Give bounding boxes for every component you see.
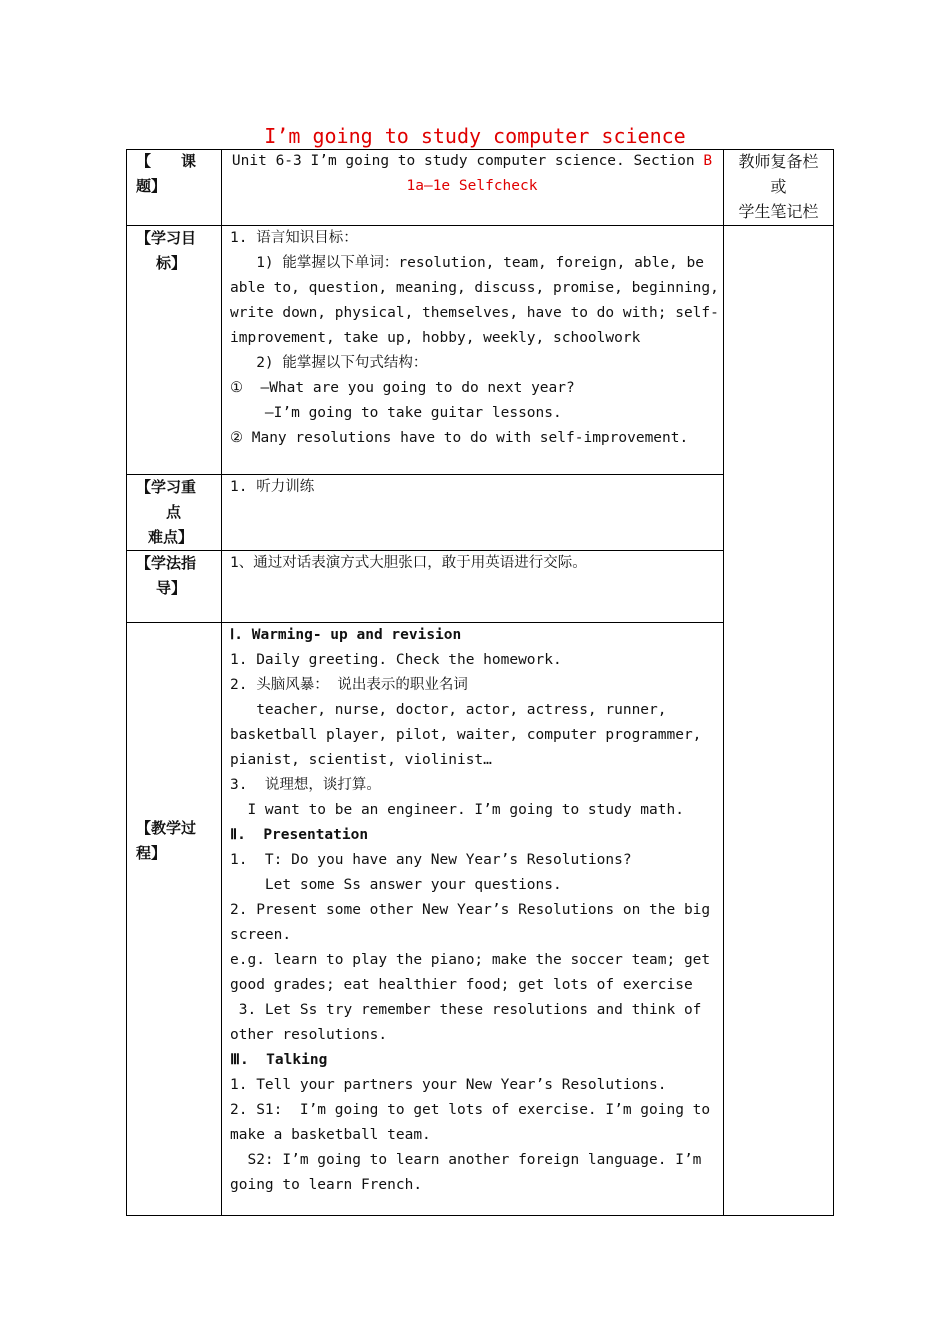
process-line: Let some Ss answer your questions. [230, 877, 562, 893]
goals-line: write down, physical, themselves, have to do with; self- [230, 305, 719, 321]
topic-text-main: Unit 6-3 I’m going to study computer science. Section [231, 153, 704, 169]
process-line: 2. 头脑风暴： 说出表示的职业名词 [230, 677, 468, 693]
notes-header-line3: 学生笔记栏 [738, 202, 819, 221]
focus-content [230, 475, 720, 500]
method-label [136, 551, 220, 601]
focus-label-line3: 难点】 [148, 528, 194, 546]
focus-text: 1. 听力训练 [230, 479, 315, 495]
goals-line: ② Many resolutions have to do with self-improvement. [230, 430, 689, 446]
column-divider-label [221, 149, 222, 1216]
process-line: e.g. learn to play the piano; make the soccer team; get [230, 952, 711, 968]
process-line: 1. Tell your partners your New Year’s Resolutions. [230, 1077, 667, 1093]
notes-header-line2: 或 [770, 177, 787, 196]
process-line: 3. Let Ss try remember these resolutions and think of [230, 1002, 702, 1018]
topic-label [136, 149, 216, 199]
goals-label-line1: 【学习目 [136, 229, 197, 247]
table-border-bottom [126, 1215, 834, 1216]
topic-text-subsection: 1a—1e Selfcheck [406, 178, 538, 194]
process-line: 1. T: Do you have any New Year’s Resolutions? [230, 852, 632, 868]
process-line: 2. Present some other New Year’s Resolutions on the big [230, 902, 711, 918]
process-heading: Ⅱ. Presentation [230, 827, 369, 843]
goals-label-line2: 标】 [156, 254, 187, 272]
process-line: 2. S1: I’m going to get lots of exercise. I’m going to [230, 1102, 711, 1118]
focus-label [136, 475, 220, 550]
focus-label-line2: 点 [166, 503, 182, 521]
notes-header-line1: 教师复备栏 [738, 152, 819, 171]
process-line: good grades; eat healthier food; get lots of exercise [230, 977, 693, 993]
goals-line: ① —What are you going to do next year? [230, 380, 575, 396]
process-content [230, 623, 720, 1198]
method-content [230, 551, 720, 576]
process-line: basketball player, pilot, waiter, computer programmer, [230, 727, 702, 743]
process-heading: Ⅲ. Talking [230, 1052, 328, 1068]
method-label-line1: 【学法指 [136, 554, 197, 572]
process-line: 1. Daily greeting. Check the homework. [230, 652, 562, 668]
column-divider-notes [723, 149, 724, 1216]
method-text: 1、通过对话表演方式大胆张口，敢于用英语进行交际。 [230, 555, 587, 571]
process-label-line1: 【教学过 [136, 819, 197, 837]
process-line: screen. [230, 927, 292, 943]
method-label-line2: 导】 [156, 579, 187, 597]
goals-label [136, 226, 220, 276]
process-line: pianist, scientist, violinist… [230, 752, 492, 768]
topic-label-line1: 【 课 [136, 152, 197, 170]
process-line: S2: I’m going to learn another foreign language. I’m [230, 1152, 702, 1168]
goals-line: able to, question, meaning, discuss, promise, beginning, [230, 280, 719, 296]
process-line: other resolutions. [230, 1027, 388, 1043]
table-border-left [126, 149, 127, 1216]
goals-line: improvement, take up, hobby, weekly, schoolwork [230, 330, 641, 346]
process-line: make a basketball team. [230, 1127, 431, 1143]
notes-column-header [724, 149, 833, 224]
goals-line: 1. 语言知识目标： [230, 230, 358, 246]
topic-label-line2: 题】 [136, 177, 167, 195]
process-line: 3. 说理想，谈打算。 [230, 777, 381, 793]
goals-line: 2) 能掌握以下句式结构： [230, 355, 428, 371]
topic-text [222, 149, 722, 199]
goals-line: —I’m going to take guitar lessons. [230, 405, 562, 421]
table-border-right [833, 149, 834, 1216]
process-line: going to learn French. [230, 1177, 423, 1193]
focus-label-line1: 【学习重 [136, 478, 197, 496]
process-label [136, 816, 220, 866]
process-heading: Ⅰ. Warming- up and revision [230, 627, 462, 643]
process-line: I want to be an engineer. I’m going to study math. [230, 802, 684, 818]
process-label-line2: 程】 [136, 844, 167, 862]
page-title: I’m going to study computer science [264, 124, 686, 148]
goals-content [230, 226, 720, 451]
goals-line: 1) 能掌握以下单词：resolution, team, foreign, able, be [230, 255, 704, 271]
lesson-plan-table [126, 149, 834, 1216]
topic-text-section: B [703, 153, 713, 169]
process-line: teacher, nurse, doctor, actor, actress, runner, [230, 702, 667, 718]
